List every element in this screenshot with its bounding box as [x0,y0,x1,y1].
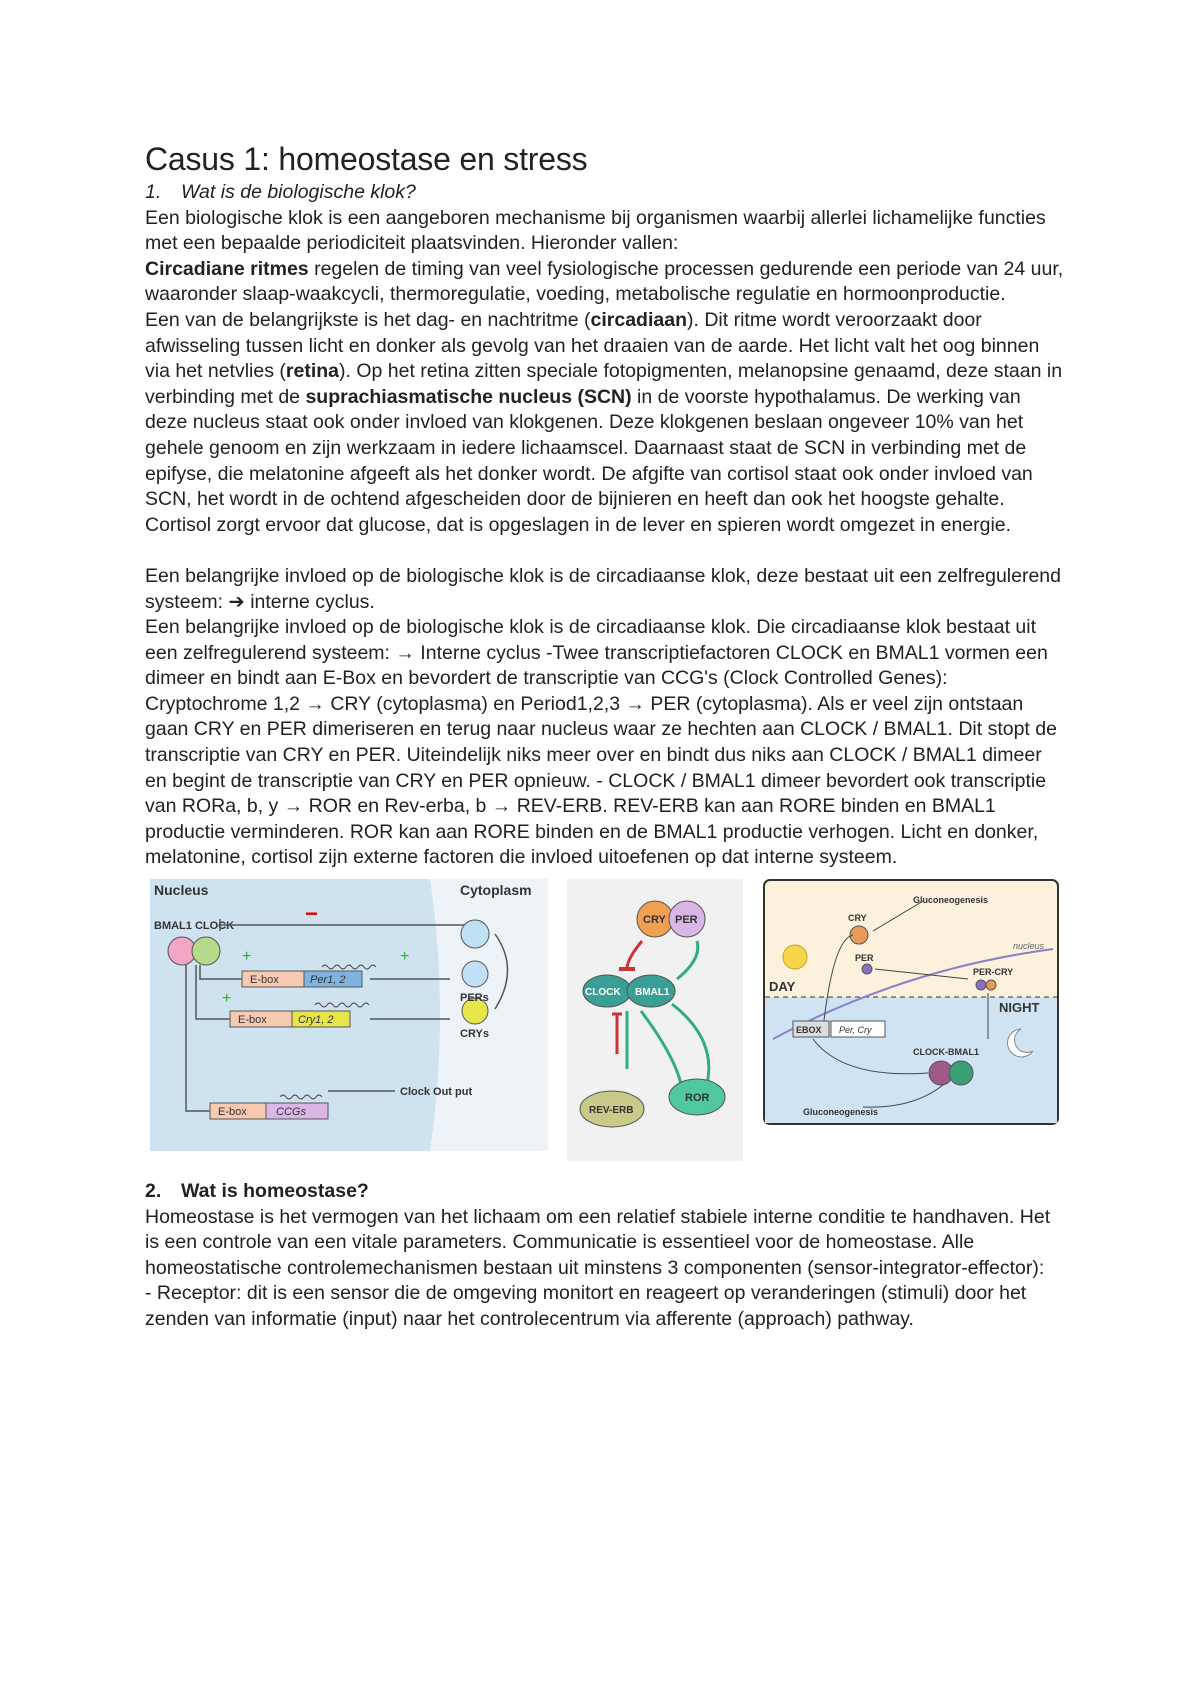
fig3-gluconeogenesis-top: Gluconeogenesis [913,895,989,906]
question-2-number: 2. [145,1180,162,1203]
paragraph-5: Homeostase is het vermogen van het lichaam om een relatief stabiele interne conditie te handhaven. Het is een controle van een vitale parameters. Communicatie is essentieel voor de homeostase. Alle homeostatische controlemechanismen bestaan uit minstens 3 componenten (sensor-integrator-effector): [145,1205,1051,1279]
fig1-bmal-clock-label: BMAL1 CLOCK [154,920,235,933]
fig3-nucleus-label: nucleus [1013,941,1045,952]
fig1-pers-label: PERs [460,992,489,1005]
fig3-per-label: PER [855,953,874,964]
fig2-ror-label: ROR [685,1092,710,1105]
question-2 [145,1179,1065,1205]
fig1-ebox-2-label: E-box [238,1014,267,1027]
paragraph-2-bold-3: suprachiasmatische nucleus (SCN) [305,385,632,408]
question-1-number: 1. [145,181,162,203]
fig1-ebox-3-label: E-box [218,1106,247,1119]
fig3-gene-label: Per, Cry [839,1025,872,1036]
fig1-plus-3: + [400,948,410,966]
question-1 [145,180,1065,206]
figure-feedback-loop [567,879,743,1161]
paragraph-2 [145,308,1065,538]
paragraph-1-bold: Circadiane ritmes [145,257,309,280]
fig3-night-area [765,997,1057,1123]
fig3-per-circle [862,964,872,974]
figure-day-night [763,879,1059,1125]
paragraph-2-text-4: in de voorste hypothalamus. De werking van deze nucleus staat ook onder invloed van klokgenen. Deze klokgenen beslaan ongeveer 10% van het gehele genoom en zijn werkzaam in iedere lichaamscel. Daarnaast staat de SCN in verbinding met de epifyse, die melatonine afgeeft als het donker wordt. De afgifte van cortisol staat ook onder invloed van SCN, het wordt in de ochtend afgescheiden door de bijnieren en heeft dan ook het hoogste gehalte. Cortisol zorgt ervoor dat glucose, dat is opgeslagen in de lever en spieren wordt omgezet in energie. [145,385,1033,536]
paragraph-2-text-2: ). Dit ritme wordt veroorzaakt door afwisseling tussen licht en donker als gevolg van het draaien van de aarde. Het licht valt het oog binnen via het netvlies ( [145,308,1040,383]
page-title: Casus 1: homeostase en stress [145,141,588,177]
fig1-ccgs-label: CCGs [276,1106,306,1119]
document-page [145,140,1065,1333]
fig3-ebox-label: EBOX [796,1025,822,1036]
fig1-nucleus-label: Nucleus [154,882,209,899]
fig3-gluconeogenesis-bottom: Gluconeogenesis [803,1107,879,1118]
fig1-cytoplasm-label: Cytoplasm [460,882,532,899]
fig1-pers-circle [462,961,488,987]
fig3-cry-label: CRY [848,913,867,924]
fig1-minus-sign: − [305,901,318,927]
fig1-plus-2: + [222,990,232,1008]
blank-line [145,538,1065,564]
question-1-text: Wat is de biologische klok? [181,181,416,203]
paragraph-4: Een belangrijke invloed op de biologische klok is de circadiaanse klok. Die circadiaanse klok bestaat uit een zelfregulerend systeem: → Interne cyclus -Twee transcriptiefactoren CLOCK en BMAL1 vormen een dimeer en bindt aan E-Box en bevordert de transcriptie van CCG's (Clock Controlled Genes): Cryptochrome 1,2 → CRY (cytoplasma) en Period1,2,3 → PER (cytoplasma). Als er veel zijn ontstaan gaan CRY en PER dimeriseren en terug naar nucleus waar ze hechten aan CLOCK / BMAL1. Dit stopt de transcriptie van CRY en PER. Uiteindelijk niks meer over en bindt dus niks aan CLOCK / BMAL1 dimeer en begint de transcriptie van CRY en PER opnieuw. - CLOCK / BMAL1 dimeer bevordert ook transcriptie van RORa, b, y → ROR en Rev-erba, b → REV-ERB. REV-ERB kan aan RORE binden en BMAL1 productie verminderen. ROR kan aan RORE binden en de BMAL1 productie verhogen. Licht en donker, melatonine, cortisol zijn externe factoren die invloed uitoefenen op dat interne systeem. [145,616,1057,869]
figure-clock-mechanism [150,879,548,1151]
fig2-cry-label: CRY [643,914,666,927]
fig3-percry-dot-1 [976,980,986,990]
fig2-bmal-label: BMAL1 [635,987,670,999]
paragraph-2-text: Een van de belangrijkste is het dag- en nachtritme ( [145,308,591,331]
paragraph-1 [145,206,1065,308]
fig2-per-label: PER [675,914,698,927]
fig1-crys-label: CRYs [460,1028,489,1041]
paragraph-6: - Receptor: dit is een sensor die de omgeving monitort en reageert op veranderingen (stimuli) door het zenden van informatie (input) naar het controlecentrum via afferente (approach) pathway. [145,1282,1027,1330]
paragraph-2-text-3: ). Op het retina zitten speciale fotopigmenten, melanopsine genaamd, deze staan in verbinding met de [145,360,1063,408]
fig2-reverb-label: REV-ERB [589,1105,634,1117]
fig3-percry-label: PER-CRY [973,967,1014,978]
fig1-cyto-per-circle [461,920,489,948]
fig3-bmal-circle [949,1061,973,1085]
paragraph-2-bold-1: circadiaan [590,308,687,331]
paragraph-1-text-2: regelen de timing van veel fysiologische processen gedurende een periode van 24 uur, waaronder slaap-waakcycli, thermoregulatie, voeding, metabolische regulatie en hormoonproductie. [145,257,1064,306]
fig2-clock-label: CLOCK [585,987,621,999]
question-2-text: Wat is homeostase? [181,1180,369,1203]
paragraph-3: Een belangrijke invloed op de biologische klok is de circadiaanse klok, deze bestaat uit een zelfregulerend systeem: ➔ interne cyclus. [145,564,1061,613]
paragraph-1-text: Een biologische klok is een aangeboren mechanisme bij organismen waarbij allerlei lichamelijke functies met een bepaalde periodiciteit plaatsvinden. Hieronder vallen: [145,206,1046,255]
fig1-clock-output-label: Clock Out put [400,1086,473,1099]
fig3-sun-icon [783,945,807,969]
fig3-night-label: NIGHT [999,1000,1040,1016]
fig3-day-label: DAY [769,979,796,995]
figures-row [145,879,1065,1169]
fig1-plus-1: + [242,948,252,966]
fig1-ebox-1-label: E-box [250,974,279,987]
fig1-per-gene-label: Per1, 2 [310,974,346,987]
fig3-clockbmal-label: CLOCK-BMAL1 [913,1047,979,1058]
fig1-cry-gene-label: Cry1, 2 [298,1014,334,1027]
paragraph-2-bold-2: retina [285,360,340,383]
fig1-clock-circle [192,937,220,965]
fig3-percry-dot-2 [986,980,996,990]
